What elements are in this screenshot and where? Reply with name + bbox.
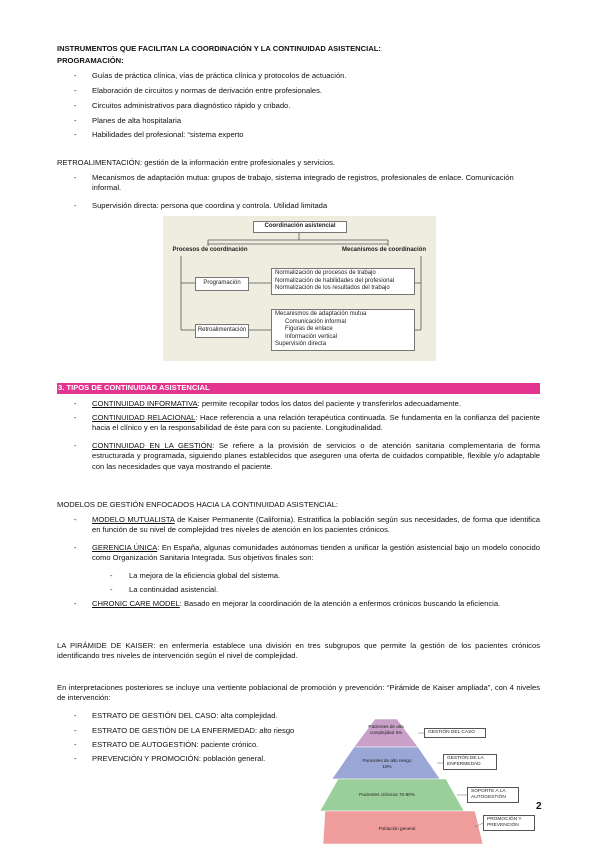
item-label: ESTRATO DE GESTIÓN DEL CASO [92, 711, 217, 720]
item-label: ESTRATO DE AUTOGESTIÓN [92, 740, 197, 749]
diagram-mecanismos-box [271, 309, 415, 351]
norm-line: Normalización de procesos de trabajo [275, 270, 376, 276]
item-text: : alto riesgo [255, 726, 295, 735]
diagram-left-title: Procesos de coordinación [172, 247, 248, 253]
list-item [92, 413, 540, 434]
bullet-dash: - [74, 740, 77, 749]
bullet-dash: - [74, 711, 77, 720]
norm-line: Normalización de habilidades del profesional [275, 277, 395, 284]
item-text: : Basado en mejorar la coordinación de la atención a enfermos crónicos buscando la eficiencia. [179, 599, 501, 608]
mec-line: Comunicación informal [285, 318, 347, 325]
kaiser-label: LA PIRÁMIDE DE KAISER [57, 641, 154, 650]
sub-item: La mejora de la eficiencia global del sistema. [129, 571, 281, 580]
item-label: GERENCIA ÚNICA [92, 543, 158, 552]
item-label: CHRONIC CARE MODEL [92, 599, 180, 608]
kaiser-paragraph [57, 641, 540, 662]
bullet-dash: - [74, 754, 77, 763]
diagram-programacion-box: Programación [195, 277, 249, 291]
item-label: ESTRATO DE GESTIÓN DE LA ENFERMEDAD [92, 726, 256, 735]
mec-line: Mecanismos de adaptación mutua [275, 311, 367, 317]
item-text: : alta complejidad. [216, 711, 278, 720]
list-item [92, 543, 540, 564]
bullet-dash: - [74, 130, 77, 139]
section-heading: 3. TIPOS DE CONTINUIDAD ASISTENCIAL [58, 383, 210, 392]
bullet-dash: - [74, 515, 77, 524]
pyramid-label-1: Pacientes de alta complejidad 5% [368, 724, 404, 735]
retro-line [57, 158, 335, 168]
list-item [92, 515, 540, 536]
bullet-dash: - [74, 543, 77, 552]
list-item: Elaboración de circuitos y normas de derivación entre profesionales. [92, 86, 323, 95]
list-item [92, 599, 540, 609]
item-text: de Kaiser Permanente (California). Estratifica la población según sus necesidades, de forma que identifica en función de su nivel de complejidad tres niveles de atención en los pacientes crónicos. [92, 515, 541, 535]
diagram-retro-box: Retroalimentación [195, 324, 249, 338]
bullet-dash: - [74, 173, 77, 182]
item-label: MODELO MUTUALISTA [92, 515, 175, 524]
programacion-label: PROGRAMACIÓN: [57, 56, 124, 65]
mec-line: Figuras de enlace [285, 326, 333, 332]
diagram-normalizacion-box [271, 268, 415, 295]
list-item: Mecanismos de adaptación mutua: grupos de trabajo, sistema integrado de registros, profesionales de enlace. Comunicación informal. [92, 173, 514, 193]
bullet-dash: - [74, 201, 77, 210]
item-text: : En España, algunas comunidades autónomas tienden a unificar la gestión asistencial bajo un modelo conocido como Organización Sanitaria Integrada. Sus objetivos finales son: [92, 543, 541, 563]
item-text: : población general. [198, 754, 266, 763]
item-text: : paciente crónico. [196, 740, 259, 749]
section-heading-band [57, 383, 540, 394]
kaiser-text: : en enfermería establece una división en tres subgrupos que permite la gestión de los pacientes crónicos identificando tres niveles de intervención según el nivel de complejidad. [57, 641, 540, 661]
list-item: Supervisión directa: persona que coordina y controla. Utilidad limitada [92, 201, 328, 210]
item-label: PREVENCIÓN Y PROMOCIÓN [92, 754, 199, 763]
retro-text: gestión de la información entre profesionales y servicios. [142, 158, 335, 167]
bullet-dash: - [74, 413, 77, 422]
bullet-dash: - [74, 71, 77, 80]
list-item: Guías de práctica clínica, vías de práctica clínica y protocolos de actuación. [92, 71, 347, 80]
sub-item: La continuidad asistencial. [129, 585, 219, 594]
section-title-modelos: MODELOS DE GESTIÓN ENFOCADOS HACIA LA CONTINUIDAD ASISTENCIAL: [57, 500, 339, 509]
list-item: Habilidades del profesional: “sistema experto [92, 130, 244, 139]
item-label: CONTINUIDAD EN LA GESTIÓN [92, 441, 213, 450]
retro-label: RETROALIMENTACIÓN: [57, 158, 143, 167]
bullet-dash: - [74, 101, 77, 110]
list-item [92, 754, 265, 764]
page-number: 2 [536, 801, 542, 812]
item-label: CONTINUIDAD INFORMATIVA [92, 399, 198, 408]
coordination-diagram [163, 216, 436, 361]
bullet-dash: - [110, 585, 113, 594]
list-item: Planes de alta hospitalaria [92, 116, 182, 125]
pyramid-box-gestion-enfermedad: GESTIÓN DE LA ENFERMEDAD [443, 754, 497, 770]
mec-line: Supervisión directa [275, 341, 327, 347]
diagram-right-title: Mecanismos de coordinación [341, 247, 427, 253]
diagram-top-box: Coordinación asistencial [253, 221, 347, 233]
list-item [92, 441, 540, 472]
interp-paragraph: En interpretaciones posteriores se incluye una vertiente poblacional de promoción y prevención: “Pirámide de Kaiser ampliada”, con 4 niveles de intervención: [57, 683, 540, 703]
pyramid-box-autogestion: SOPORTE A LA AUTOGESTIÓN [467, 787, 519, 803]
section-title-instrumentos: INSTRUMENTOS QUE FACILITAN LA COORDINACIÓN Y LA CONTINUIDAD ASISTENCIAL: [57, 44, 381, 53]
pyramid-label-3: Pacientes crónicos 70-80% [359, 792, 415, 797]
pyramid-label-4: Población general [378, 826, 416, 831]
bullet-dash: - [74, 86, 77, 95]
mec-line: Información vertical [285, 333, 338, 340]
norm-line: Normalización de los resultados del trabajo [275, 285, 390, 291]
item-text: : permite recopilar todos los datos del paciente y transferirlos adecuadamente. [197, 399, 462, 408]
bullet-dash: - [74, 116, 77, 125]
pyramid-box-gestion-caso: GESTIÓN DEL CASO [424, 728, 486, 738]
bullet-dash: - [74, 726, 77, 735]
bullet-dash: - [110, 571, 113, 580]
list-item [92, 726, 294, 736]
item-text: : Se refiere a la provisión de servicios o de atención sanitaria complementaria de forma estructurada y programada, siguiendo planes establecidos que aseguren una oferta de cuidados compatible, flexible y/o adaptable con las necesidades que vaya mostrando el paciente. [92, 441, 540, 471]
list-item [92, 740, 258, 750]
bullet-dash: - [74, 399, 77, 408]
list-item: Circuitos administrativos para diagnóstico rápido y cribado. [92, 101, 291, 110]
item-label: CONTINUIDAD RELACIONAL [92, 413, 196, 422]
list-item [92, 711, 278, 721]
pyramid-label-2: Pacientes de alto riesgo 15% [362, 758, 412, 769]
list-item [92, 399, 540, 409]
kaiser-pyramid [317, 717, 545, 845]
bullet-dash: - [74, 441, 77, 450]
pyramid-box-promocion: PROMOCIÓN Y PREVENCIÓN [483, 815, 535, 831]
bullet-dash: - [74, 599, 77, 608]
item-text: : Hace referencia a una relación terapéutica continuada. Se fundamenta en la confianza del paciente hacia el clínico y en la responsabilidad de éste para con su paciente. Longitudinalidad. [92, 413, 540, 433]
